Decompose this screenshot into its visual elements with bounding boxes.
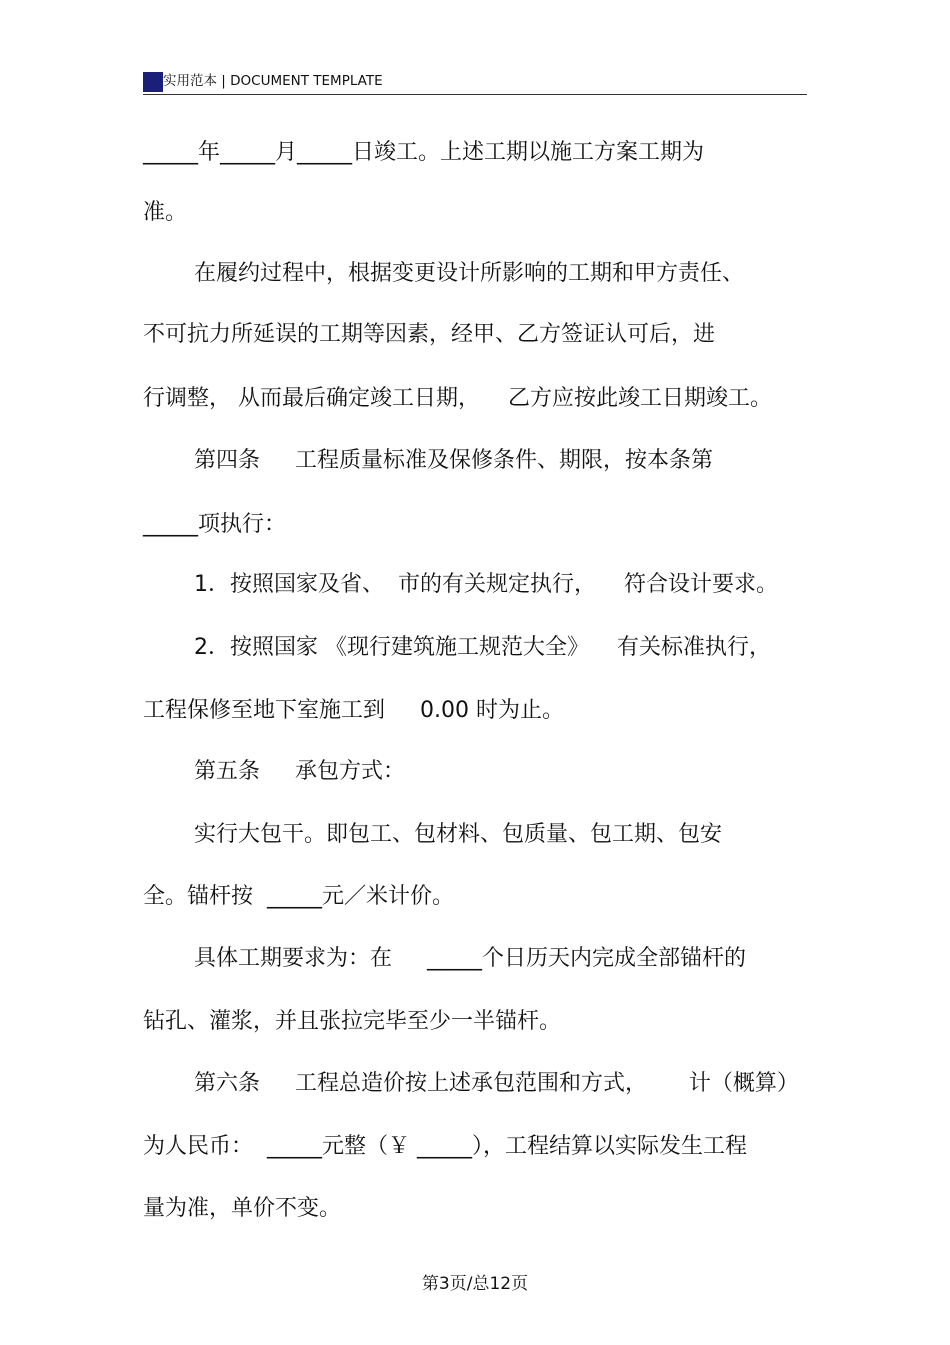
body-line: 具体工期要求为：在 _____个日历天内完成全部锚杆的 xyxy=(194,946,746,971)
document-logo-icon xyxy=(143,72,163,92)
body-line: 行调整， 从而最后确定竣工日期， 乙方应按此竣工日期竣工。 xyxy=(143,386,772,411)
body-line: 第五条 承包方式： xyxy=(194,759,405,784)
body-line: 不可抗力所延误的工期等因素，经甲、乙方签证认可后，进 xyxy=(143,322,716,347)
body-line: 工程保修至地下室施工到 0.00 时为止。 xyxy=(143,698,564,723)
body-line: 全。锚杆按 _____元／米计价。 xyxy=(143,884,454,909)
page-header xyxy=(143,68,807,95)
page-indicator: 第3页/总12页 xyxy=(421,1274,529,1294)
header-title: 实用范本 | DOCUMENT TEMPLATE xyxy=(163,73,383,89)
body-line: 实行大包干。即包工、包材料、包质量、包工期、包安 xyxy=(194,822,723,847)
body-line: 1．按照国家及省、 市的有关规定执行， 符合设计要求。 xyxy=(194,572,778,597)
body-line: 准。 xyxy=(143,200,188,225)
body-line: 在履约过程中，根据变更设计所影响的工期和甲方责任、 xyxy=(194,261,745,286)
body-line: 第六条 工程总造价按上述承包范围和方式， 计（概算） xyxy=(194,1071,799,1096)
body-line: 为人民币： _____元整（￥ _____），工程结算以实际发生工程 xyxy=(143,1134,747,1159)
body-line: _____项执行： xyxy=(143,512,287,537)
body-line: 量为准，单价不变。 xyxy=(143,1196,342,1221)
body-line: 第四条 工程质量标准及保修条件、期限，按本条第 xyxy=(194,448,713,473)
body-line: 钻孔、灌浆，并且张拉完毕至少一半锚杆。 xyxy=(143,1009,562,1034)
body-line: 2．按照国家 《现行建筑施工规范大全》 有关标准执行， xyxy=(194,635,771,660)
body-line: _____年_____月_____日竣工。上述工期以施工方案工期为 xyxy=(143,140,705,165)
